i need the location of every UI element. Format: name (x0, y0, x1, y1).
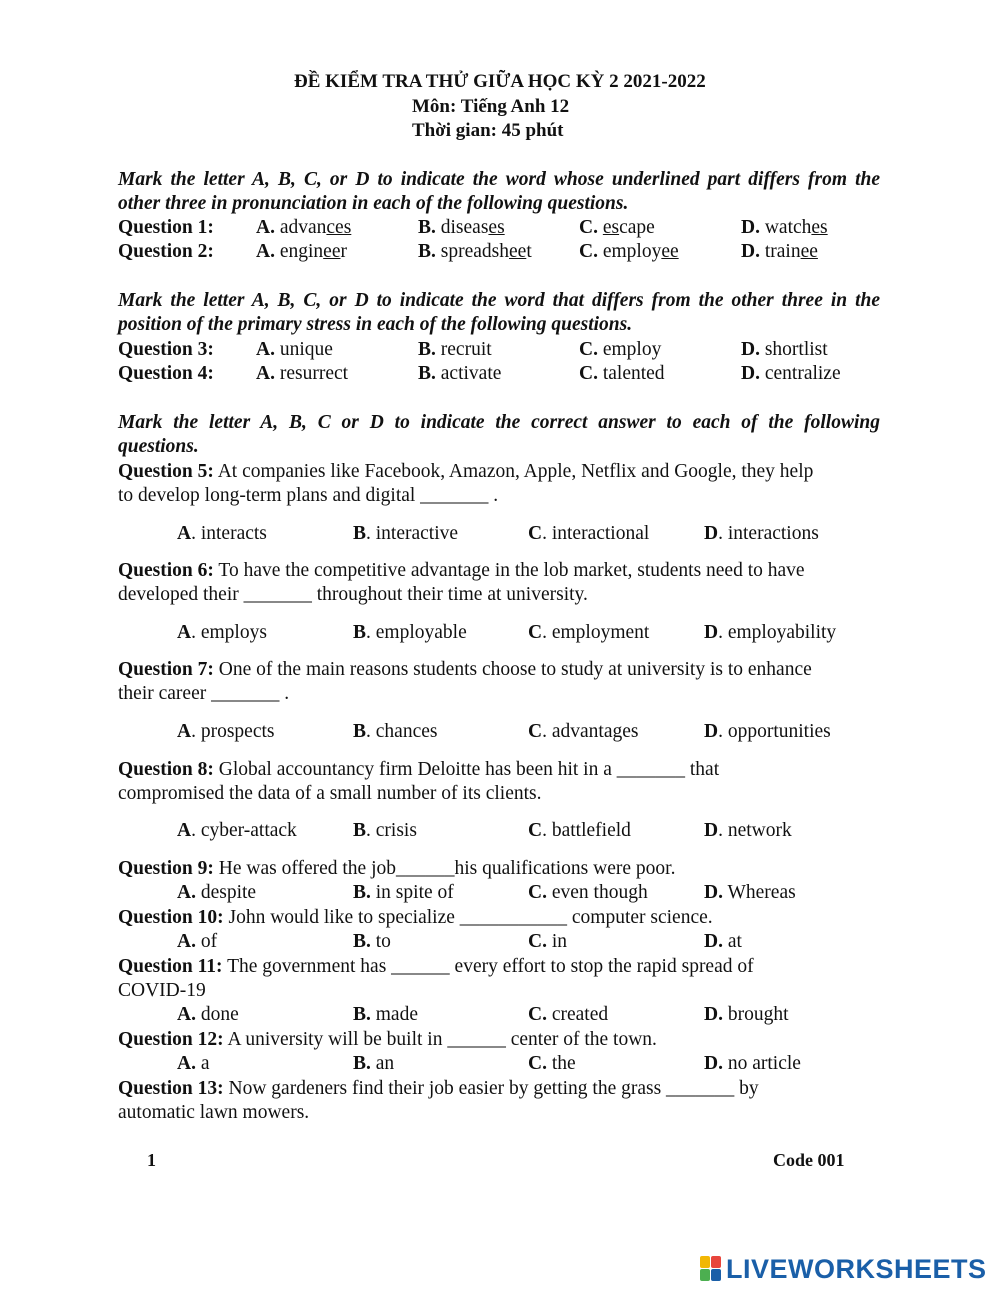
q8-option-d[interactable]: D. network (704, 820, 792, 841)
q10-option-c[interactable]: C. in (528, 931, 568, 952)
section2-instruction-line1: Mark the letter A, B, C, or D to indicate the word that differs from the other three in the (118, 290, 880, 311)
q3-option-c[interactable]: C. employ (579, 339, 662, 360)
q2-option-b[interactable]: B. spreadsheet (418, 241, 532, 262)
question-11-stem-line1: Question 11: The government has ______ every effort to stop the rapid spread of (118, 956, 754, 977)
q8-option-b[interactable]: B. crisis (353, 820, 417, 841)
q6-option-d[interactable]: D. employability (704, 622, 837, 643)
page-number: 1 (147, 1150, 156, 1170)
section3-instruction-line1: Mark the letter A, B, C or D to indicate the correct answer to each of the following (118, 412, 880, 433)
section3-instruction-line2: questions. (118, 436, 199, 457)
question-7-stem-line2: their career _______ . (118, 683, 290, 704)
q4-option-a[interactable]: A. resurrect (256, 363, 349, 384)
q7-option-d[interactable]: D. opportunities (704, 721, 831, 742)
q4-option-b[interactable]: B. activate (418, 363, 502, 384)
q9-option-c[interactable]: C. even though (528, 882, 648, 903)
question-9-stem: Question 9: He was offered the job______his qualifications were poor. (118, 858, 676, 879)
q12-option-a[interactable]: A. a (177, 1053, 210, 1074)
section1-instruction-line2: other three in pronunciation in each of the following questions. (118, 193, 629, 214)
question-12-stem: Question 12: A university will be built in ______ center of the town. (118, 1029, 657, 1050)
q12-option-d[interactable]: D. no article (704, 1053, 801, 1074)
question-6-stem-line1: Question 6: To have the competitive advantage in the lob market, students need to have (118, 560, 805, 581)
q5-option-d[interactable]: D. interactions (704, 523, 819, 544)
q10-option-a[interactable]: A. of (177, 931, 218, 952)
question-10-stem: Question 10: John would like to specialize ___________ computer science. (118, 907, 713, 928)
q7-option-a[interactable]: A. prospects (177, 721, 275, 742)
q1-option-d[interactable]: D. watches (741, 217, 828, 238)
q3-option-b[interactable]: B. recruit (418, 339, 492, 360)
q8-option-c[interactable]: C. battlefield (528, 820, 631, 841)
exam-subject: Môn: Tiếng Anh 12 (412, 96, 570, 117)
question-13-stem-line1: Question 13: Now gardeners find their job easier by getting the grass _______ by (118, 1078, 759, 1099)
q9-option-a[interactable]: A. despite (177, 882, 257, 903)
question-7-stem-line1: Question 7: One of the main reasons students choose to study at university is to enhance (118, 659, 812, 680)
section1-instruction-line1: Mark the letter A, B, C, or D to indicate the word whose underlined part differs from the (118, 169, 880, 190)
q1-option-a[interactable]: A. advances (256, 217, 352, 238)
q1-option-b[interactable]: B. diseases (418, 217, 505, 238)
section2-instruction-line2: position of the primary stress in each of the following questions. (118, 314, 633, 335)
exam-time: Thời gian: 45 phút (412, 120, 564, 141)
question-6-stem-line2: developed their _______ throughout their time at university. (118, 584, 588, 605)
question-8-stem-line1: Question 8: Global accountancy firm Deloitte has been hit in a _______ that (118, 759, 720, 780)
question-1-label: Question 1: (118, 217, 214, 238)
q5-option-a[interactable]: A. interacts (177, 523, 267, 544)
question-4-label: Question 4: (118, 363, 214, 384)
question-3-label: Question 3: (118, 339, 214, 360)
liveworksheets-logo[interactable] (700, 1255, 987, 1283)
q4-option-c[interactable]: C. talented (579, 363, 665, 384)
q2-option-a[interactable]: A. engineer (256, 241, 347, 262)
q7-option-c[interactable]: C. advantages (528, 721, 639, 742)
q8-option-a[interactable]: A. cyber-attack (177, 820, 297, 841)
q11-option-a[interactable]: A. done (177, 1004, 239, 1025)
q1-option-c[interactable]: C. escape (579, 217, 655, 238)
q11-option-c[interactable]: C. created (528, 1004, 609, 1025)
question-5-stem-line2: to develop long-term plans and digital _______ . (118, 485, 499, 506)
q4-option-d[interactable]: D. centralize (741, 363, 841, 384)
q2-option-d[interactable]: D. trainee (741, 241, 818, 262)
q11-option-b[interactable]: B. made (353, 1004, 418, 1025)
q6-option-b[interactable]: B. employable (353, 622, 467, 643)
exam-code: Code 001 (773, 1150, 845, 1170)
question-5-stem-line1: Question 5: At companies like Facebook, Amazon, Apple, Netflix and Google, they help (118, 461, 814, 482)
q6-option-a[interactable]: A. employs (177, 622, 267, 643)
exam-title: ĐỀ KIỂM TRA THỬ GIỮA HỌC KỲ 2 2021-2022 (294, 71, 706, 92)
q11-option-d[interactable]: D. brought (704, 1004, 789, 1025)
question-13-stem-line2: automatic lawn mowers. (118, 1102, 310, 1123)
q5-option-b[interactable]: B. interactive (353, 523, 459, 544)
question-2-label: Question 2: (118, 241, 214, 262)
q10-option-b[interactable]: B. to (353, 931, 391, 952)
q2-option-c[interactable]: C. employee (579, 241, 679, 262)
q10-option-d[interactable]: D. at (704, 931, 742, 952)
question-11-stem-line2: COVID-19 (118, 980, 206, 1001)
liveworksheets-logo-text: LIVEWORKSHEETS (726, 1253, 987, 1284)
q5-option-c[interactable]: C. interactional (528, 523, 650, 544)
q3-option-d[interactable]: D. shortlist (741, 339, 828, 360)
liveworksheets-logo-icon (700, 1256, 722, 1282)
q6-option-c[interactable]: C. employment (528, 622, 650, 643)
q3-option-a[interactable]: A. unique (256, 339, 333, 360)
question-8-stem-line2: compromised the data of a small number of its clients. (118, 783, 542, 804)
q9-option-b[interactable]: B. in spite of (353, 882, 454, 903)
q7-option-b[interactable]: B. chances (353, 721, 438, 742)
q12-option-b[interactable]: B. an (353, 1053, 395, 1074)
q9-option-d[interactable]: D. Whereas (704, 882, 796, 903)
q12-option-c[interactable]: C. the (528, 1053, 576, 1074)
